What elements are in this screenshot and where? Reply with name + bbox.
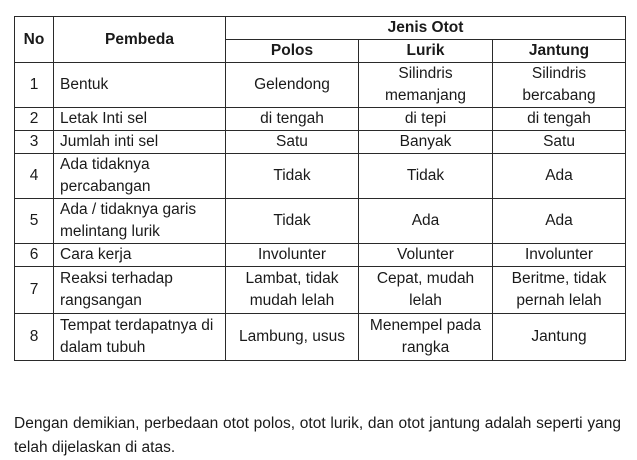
row-pembeda: Tempat terdapatnya di dalam tubuh: [54, 314, 226, 361]
cell-lurik: di tepi: [359, 108, 493, 131]
row-pembeda: Cara kerja: [54, 244, 226, 267]
cell-polos: Satu: [226, 131, 359, 154]
row-number: 2: [15, 108, 54, 131]
cell-jantung: Beritme, tidak pernah lelah: [493, 267, 626, 314]
row-number: 7: [15, 267, 54, 314]
cell-polos: Lambat, tidak mudah lelah: [226, 267, 359, 314]
cell-lurik: Ada: [359, 199, 493, 244]
table-row: [15, 131, 626, 154]
row-pembeda: Ada / tidaknya garis melintang lurik: [54, 199, 226, 244]
cell-polos: Gelendong: [226, 63, 359, 108]
header-jenis-otot: Jenis Otot: [226, 17, 626, 40]
row-pembeda: Letak Inti sel: [54, 108, 226, 131]
cell-jantung: di tengah: [493, 108, 626, 131]
table-row: [15, 244, 626, 267]
header-pembeda: Pembeda: [54, 17, 226, 63]
table-row: [15, 154, 626, 199]
table-row: [15, 108, 626, 131]
row-pembeda: Ada tidaknya percabangan: [54, 154, 226, 199]
table-row: [15, 63, 626, 108]
header-row-1: [15, 17, 626, 40]
muscle-comparison-table: [14, 16, 626, 361]
cell-polos: Lambung, usus: [226, 314, 359, 361]
table-row: [15, 314, 626, 361]
cell-jantung: Satu: [493, 131, 626, 154]
header-no: No: [15, 17, 54, 63]
cell-lurik: Banyak: [359, 131, 493, 154]
cell-lurik: Cepat, mudah lelah: [359, 267, 493, 314]
cell-polos: Involunter: [226, 244, 359, 267]
table-row: [15, 267, 626, 314]
cell-jantung: Ada: [493, 154, 626, 199]
cell-jantung: Involunter: [493, 244, 626, 267]
row-number: 6: [15, 244, 54, 267]
cell-jantung: Ada: [493, 199, 626, 244]
cell-lurik: Volunter: [359, 244, 493, 267]
header-jantung: Jantung: [493, 40, 626, 63]
row-number: 1: [15, 63, 54, 108]
row-pembeda: Jumlah inti sel: [54, 131, 226, 154]
cell-lurik: Silindris memanjang: [359, 63, 493, 108]
header-lurik: Lurik: [359, 40, 493, 63]
cell-lurik: Menempel pada rangka: [359, 314, 493, 361]
row-pembeda: Bentuk: [54, 63, 226, 108]
cell-jantung: Jantung: [493, 314, 626, 361]
table-row: [15, 199, 626, 244]
cell-polos: di tengah: [226, 108, 359, 131]
cell-polos: Tidak: [226, 154, 359, 199]
row-pembeda: Reaksi terhadap rangsangan: [54, 267, 226, 314]
conclusion-paragraph: Dengan demikian, perbedaan otot polos, otot lurik, dan otot jantung adalah seperti yang telah dijelaskan di atas.: [14, 414, 621, 456]
row-number: 5: [15, 199, 54, 244]
cell-jantung: Silindris bercabang: [493, 63, 626, 108]
header-polos: Polos: [226, 40, 359, 63]
row-number: 3: [15, 131, 54, 154]
cell-polos: Tidak: [226, 199, 359, 244]
row-number: 8: [15, 314, 54, 361]
cell-lurik: Tidak: [359, 154, 493, 199]
row-number: 4: [15, 154, 54, 199]
